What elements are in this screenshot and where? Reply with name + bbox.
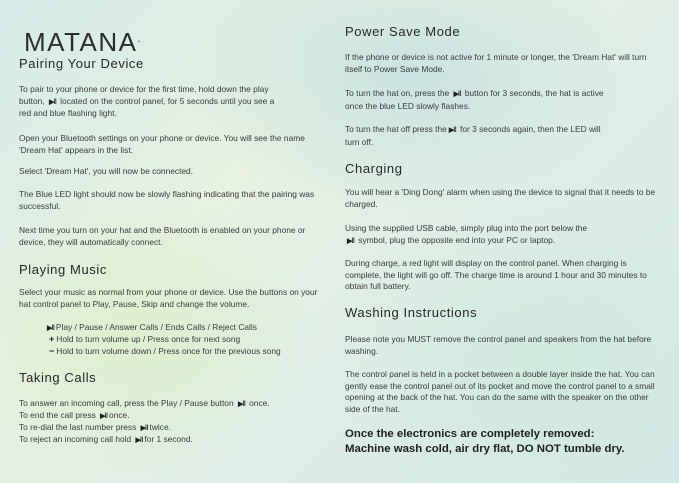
power-turn-on: To turn the hat on, press the ▶ǁ button for 3 seconds, the hat is active once the blue LED slowly flashes. (345, 88, 604, 111)
play-pause-icon: ▶ǁ (347, 237, 354, 245)
power-turn-off: To turn the hat off press the ▶ǁ for 3 seconds again, then the LED will turn off. (345, 124, 601, 147)
play-pause-icon: ▶ǁ (448, 127, 456, 134)
charging-time: During charge, a red light will display on the control panel. When charging is complete, the light will go off. The charge time is around 1 hour and 30 minutes to obtain full battery. (345, 258, 647, 292)
play-pause-icon: ▶ǁ (100, 413, 108, 420)
washing-final-instructions: Once the electronics are completely removed: Machine wash cold, air dry flat, DO NOT tumble dry. (345, 428, 625, 455)
washing-note: Please note you MUST remove the control panel and speakers from the hat before washing. (345, 334, 652, 356)
control-volume-down: − Hold to turn volume down / Press once for the previous song (49, 346, 281, 356)
playing-intro: Select your music as normal from your phone or device. Use the buttons on your hat control panel to Play, Pause, Skip and change the volume. (19, 287, 318, 309)
pairing-step-3: Select 'Dream Hat', you will now be connected. (19, 166, 194, 176)
control-play-pause: ▶ǁ Play / Pause / Answer Calls / Ends Calls / Reject Calls (45, 322, 257, 335)
power-heading: Power Save Mode (345, 24, 461, 39)
charging-heading: Charging (345, 161, 403, 176)
play-pause-icon: ▶ǁ (48, 98, 56, 106)
pairing-heading: Pairing Your Device (19, 56, 144, 71)
play-pause-icon: ▶ǁ (135, 437, 143, 444)
washing-heading: Washing Instructions (345, 305, 478, 320)
plus-icon: + (49, 334, 55, 344)
calls-redial: To re-dial the last number press ▶ǁ twice. (19, 422, 171, 435)
washing-details: The control panel is held in a pocket between a double layer inside the hat. You can gently ease the control panel out of its pocket and move the control panel to a small opening at the back of the hat. You can do the same with the speaker on the other side of the hat. (345, 369, 655, 414)
pairing-step-1: To pair to your phone or device for the first time, hold down the play button, ▶ǁ located on the control panel, for 5 seconds until you see a red and blue flashing light. (19, 84, 275, 119)
play-pause-icon: ▶ǁ (453, 91, 461, 98)
charging-alarm: You will hear a 'Ding Dong' alarm when using the device to signal that it needs to be charged. (345, 187, 656, 209)
pairing-step-2: Open your Bluetooth settings on your phone or device. You will see the name 'Dream Hat' appears in the list. (19, 133, 305, 155)
calls-reject: To reject an incoming call hold ▶ǁ for 1 second. (19, 434, 193, 447)
minus-icon: − (49, 346, 55, 356)
pairing-step-4: The Blue LED light should now be slowly flashing indicating that the pairing was successful. (19, 189, 315, 211)
brand-logo: MATANA. (24, 27, 143, 57)
pairing-step-5: Next time you turn on your hat and the Bluetooth is enabled on your phone or device, they will automatically connect. (19, 225, 306, 247)
control-volume-up: + Hold to turn volume up / Press once for next song (49, 334, 241, 344)
charging-usb: Using the supplied USB cable, simply plug into the port below the ▶ǁ symbol, plug the opposite end into your PC or laptop. (345, 223, 660, 247)
power-intro: If the phone or device is not active for 1 minute or longer, the 'Dream Hat' will turn itself to Power Save Mode. (345, 52, 647, 74)
calls-end: To end the call press ▶ǁ once. (19, 410, 130, 423)
play-pause-icon: ▶ǁ (47, 325, 54, 332)
playing-heading: Playing Music (19, 262, 107, 277)
play-pause-icon: ▶ǁ (140, 425, 148, 432)
calls-answer: To answer an incoming call, press the Play / Pause button ▶ǁ once. (19, 398, 270, 411)
play-pause-icon: ▶ǁ (237, 401, 245, 408)
calls-heading: Taking Calls (19, 370, 97, 385)
